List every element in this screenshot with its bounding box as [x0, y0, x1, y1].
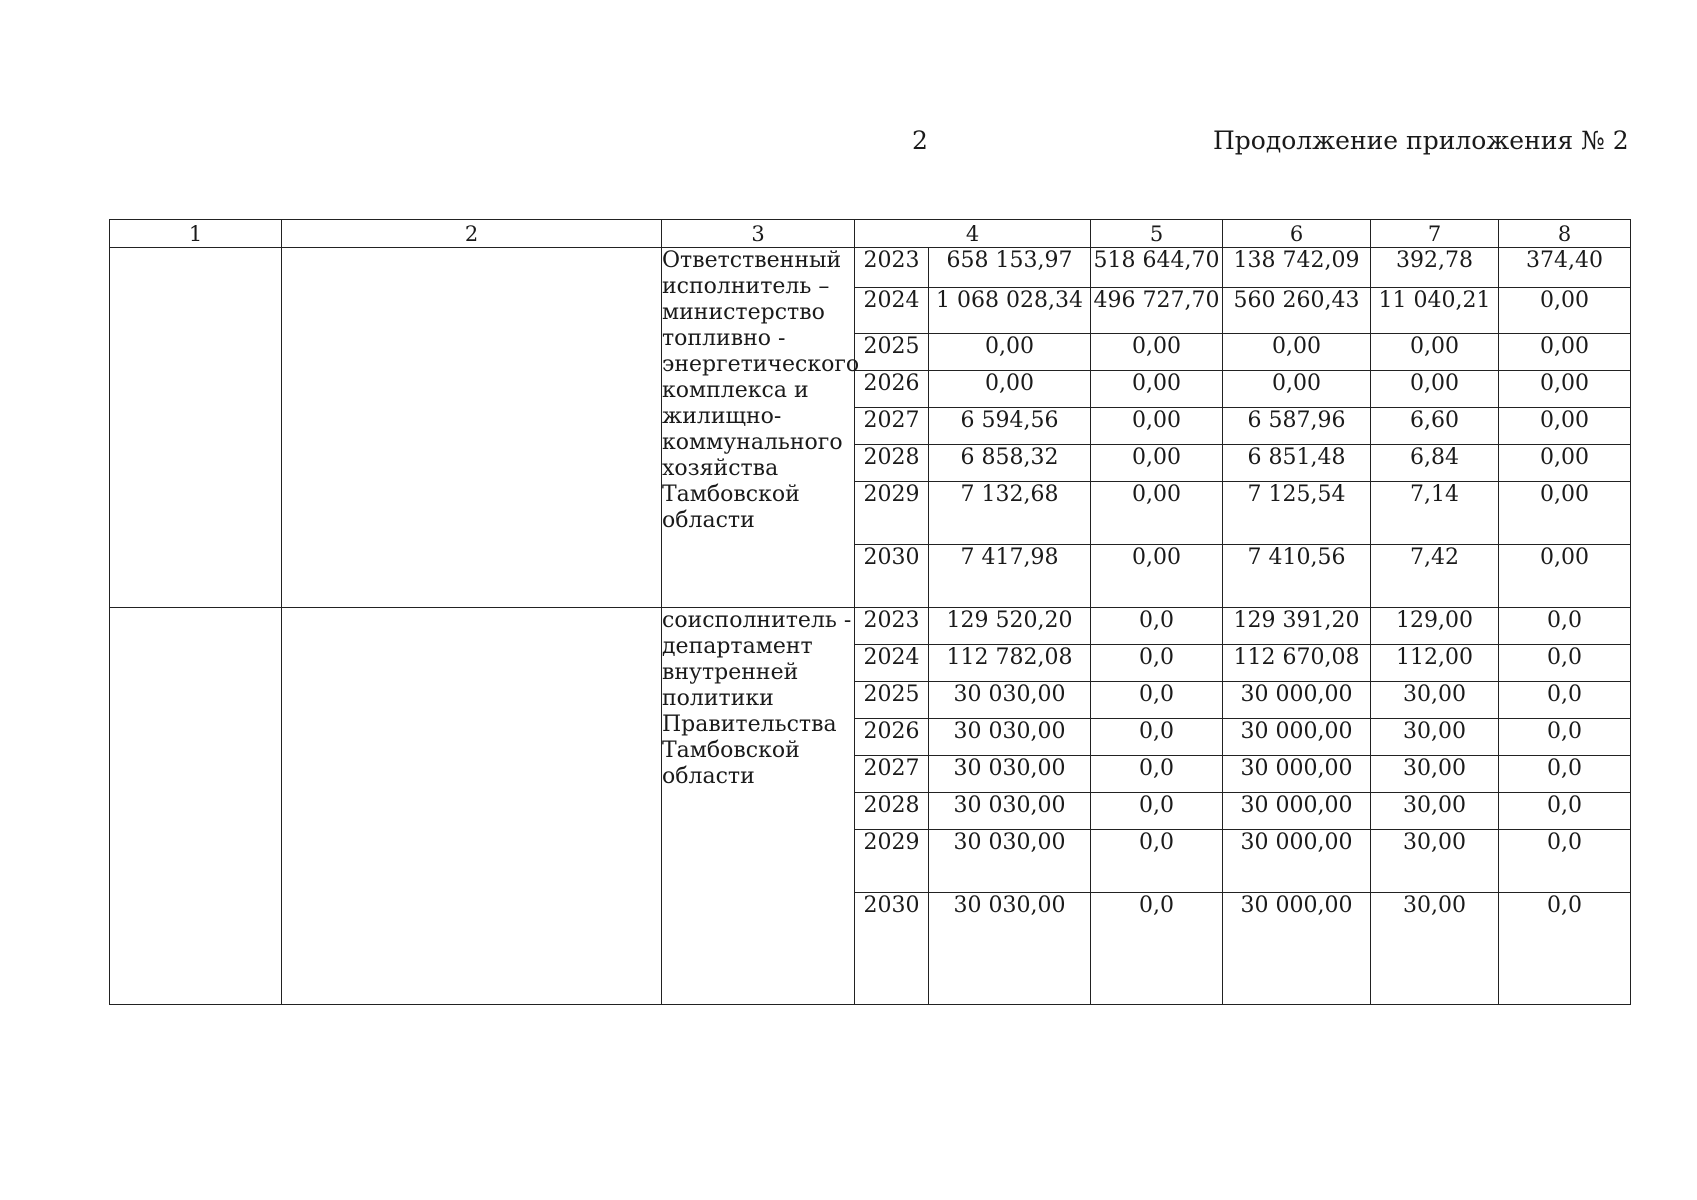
local-budget-cell: 6,84: [1371, 445, 1499, 482]
federal-budget-cell: 496 727,70: [1091, 288, 1223, 334]
total-cell: 1 068 028,34: [929, 288, 1091, 334]
federal-budget-cell: 0,00: [1091, 445, 1223, 482]
local-budget-cell: 6,60: [1371, 408, 1499, 445]
federal-budget-cell: 518 644,70: [1091, 248, 1223, 288]
regional-budget-cell: 30 000,00: [1223, 756, 1371, 793]
regional-budget-cell: 0,00: [1223, 334, 1371, 371]
regional-budget-cell: 30 000,00: [1223, 830, 1371, 893]
year-cell: 2026: [855, 371, 929, 408]
local-budget-cell: 30,00: [1371, 682, 1499, 719]
column-header: 8: [1499, 220, 1631, 248]
budget-table: [109, 219, 1631, 1005]
total-cell: 112 782,08: [929, 645, 1091, 682]
total-cell: 6 858,32: [929, 445, 1091, 482]
local-budget-cell: 30,00: [1371, 756, 1499, 793]
federal-budget-cell: 0,0: [1091, 793, 1223, 830]
other-sources-cell: 0,00: [1499, 482, 1631, 545]
total-cell: 129 520,20: [929, 608, 1091, 645]
year-cell: 2023: [855, 248, 929, 288]
federal-budget-cell: 0,00: [1091, 482, 1223, 545]
year-cell: 2026: [855, 719, 929, 756]
other-sources-cell: 374,40: [1499, 248, 1631, 288]
federal-budget-cell: 0,0: [1091, 645, 1223, 682]
other-sources-cell: 0,0: [1499, 893, 1631, 1005]
column-header: 6: [1223, 220, 1371, 248]
measure-name-cell: [282, 248, 662, 608]
column-header: 4: [855, 220, 1091, 248]
regional-budget-cell: 129 391,20: [1223, 608, 1371, 645]
year-cell: 2024: [855, 288, 929, 334]
federal-budget-cell: 0,0: [1091, 682, 1223, 719]
total-cell: 7 132,68: [929, 482, 1091, 545]
column-number-row: [110, 220, 1631, 248]
federal-budget-cell: 0,00: [1091, 334, 1223, 371]
year-cell: 2024: [855, 645, 929, 682]
federal-budget-cell: 0,0: [1091, 893, 1223, 1005]
other-sources-cell: 0,00: [1499, 408, 1631, 445]
year-cell: 2025: [855, 334, 929, 371]
other-sources-cell: 0,0: [1499, 793, 1631, 830]
federal-budget-cell: 0,0: [1091, 830, 1223, 893]
year-cell: 2029: [855, 482, 929, 545]
column-header: 3: [662, 220, 855, 248]
regional-budget-cell: 560 260,43: [1223, 288, 1371, 334]
total-cell: 30 030,00: [929, 756, 1091, 793]
total-cell: 0,00: [929, 371, 1091, 408]
regional-budget-cell: 6 851,48: [1223, 445, 1371, 482]
regional-budget-cell: 0,00: [1223, 371, 1371, 408]
other-sources-cell: 0,00: [1499, 334, 1631, 371]
year-cell: 2025: [855, 682, 929, 719]
other-sources-cell: 0,0: [1499, 830, 1631, 893]
other-sources-cell: 0,00: [1499, 445, 1631, 482]
regional-budget-cell: 7 410,56: [1223, 545, 1371, 608]
federal-budget-cell: 0,0: [1091, 608, 1223, 645]
other-sources-cell: 0,0: [1499, 608, 1631, 645]
local-budget-cell: 392,78: [1371, 248, 1499, 288]
federal-budget-cell: 0,0: [1091, 719, 1223, 756]
federal-budget-cell: 0,00: [1091, 408, 1223, 445]
local-budget-cell: 30,00: [1371, 830, 1499, 893]
total-cell: 30 030,00: [929, 793, 1091, 830]
year-cell: 2028: [855, 793, 929, 830]
federal-budget-cell: 0,00: [1091, 371, 1223, 408]
number-cell: [110, 608, 282, 1005]
regional-budget-cell: 30 000,00: [1223, 893, 1371, 1005]
other-sources-cell: 0,00: [1499, 288, 1631, 334]
federal-budget-cell: 0,00: [1091, 545, 1223, 608]
other-sources-cell: 0,00: [1499, 545, 1631, 608]
regional-budget-cell: 138 742,09: [1223, 248, 1371, 288]
local-budget-cell: 0,00: [1371, 371, 1499, 408]
total-cell: 6 594,56: [929, 408, 1091, 445]
other-sources-cell: 0,0: [1499, 756, 1631, 793]
executor-cell: соисполнитель - департамент внутренней политики Правительства Тамбовской области: [662, 608, 855, 1005]
table-row: [110, 248, 1631, 288]
regional-budget-cell: 7 125,54: [1223, 482, 1371, 545]
other-sources-cell: 0,00: [1499, 371, 1631, 408]
local-budget-cell: 7,42: [1371, 545, 1499, 608]
total-cell: 0,00: [929, 334, 1091, 371]
local-budget-cell: 0,00: [1371, 334, 1499, 371]
column-header: 7: [1371, 220, 1499, 248]
total-cell: 30 030,00: [929, 830, 1091, 893]
total-cell: 658 153,97: [929, 248, 1091, 288]
regional-budget-cell: 30 000,00: [1223, 719, 1371, 756]
year-cell: 2028: [855, 445, 929, 482]
total-cell: 7 417,98: [929, 545, 1091, 608]
year-cell: 2023: [855, 608, 929, 645]
appendix-continuation-note: Продолжение приложения № 2: [1213, 126, 1629, 155]
local-budget-cell: 112,00: [1371, 645, 1499, 682]
total-cell: 30 030,00: [929, 893, 1091, 1005]
local-budget-cell: 30,00: [1371, 893, 1499, 1005]
total-cell: 30 030,00: [929, 719, 1091, 756]
local-budget-cell: 129,00: [1371, 608, 1499, 645]
year-cell: 2030: [855, 893, 929, 1005]
column-header: 1: [110, 220, 282, 248]
other-sources-cell: 0,0: [1499, 645, 1631, 682]
local-budget-cell: 30,00: [1371, 793, 1499, 830]
local-budget-cell: 7,14: [1371, 482, 1499, 545]
number-cell: [110, 248, 282, 608]
regional-budget-cell: 30 000,00: [1223, 793, 1371, 830]
measure-name-cell: [282, 608, 662, 1005]
column-header: 2: [282, 220, 662, 248]
local-budget-cell: 11 040,21: [1371, 288, 1499, 334]
year-cell: 2029: [855, 830, 929, 893]
page-number: 2: [912, 126, 928, 155]
table-row: [110, 608, 1631, 645]
local-budget-cell: 30,00: [1371, 719, 1499, 756]
total-cell: 30 030,00: [929, 682, 1091, 719]
federal-budget-cell: 0,0: [1091, 756, 1223, 793]
other-sources-cell: 0,0: [1499, 719, 1631, 756]
year-cell: 2030: [855, 545, 929, 608]
regional-budget-cell: 112 670,08: [1223, 645, 1371, 682]
regional-budget-cell: 30 000,00: [1223, 682, 1371, 719]
regional-budget-cell: 6 587,96: [1223, 408, 1371, 445]
executor-cell: Ответственный исполнитель – министерство топливно - энергетического комплекса и жилищно-коммунального хозяйства Тамбовской области: [662, 248, 855, 608]
column-header: 5: [1091, 220, 1223, 248]
year-cell: 2027: [855, 408, 929, 445]
other-sources-cell: 0,0: [1499, 682, 1631, 719]
year-cell: 2027: [855, 756, 929, 793]
